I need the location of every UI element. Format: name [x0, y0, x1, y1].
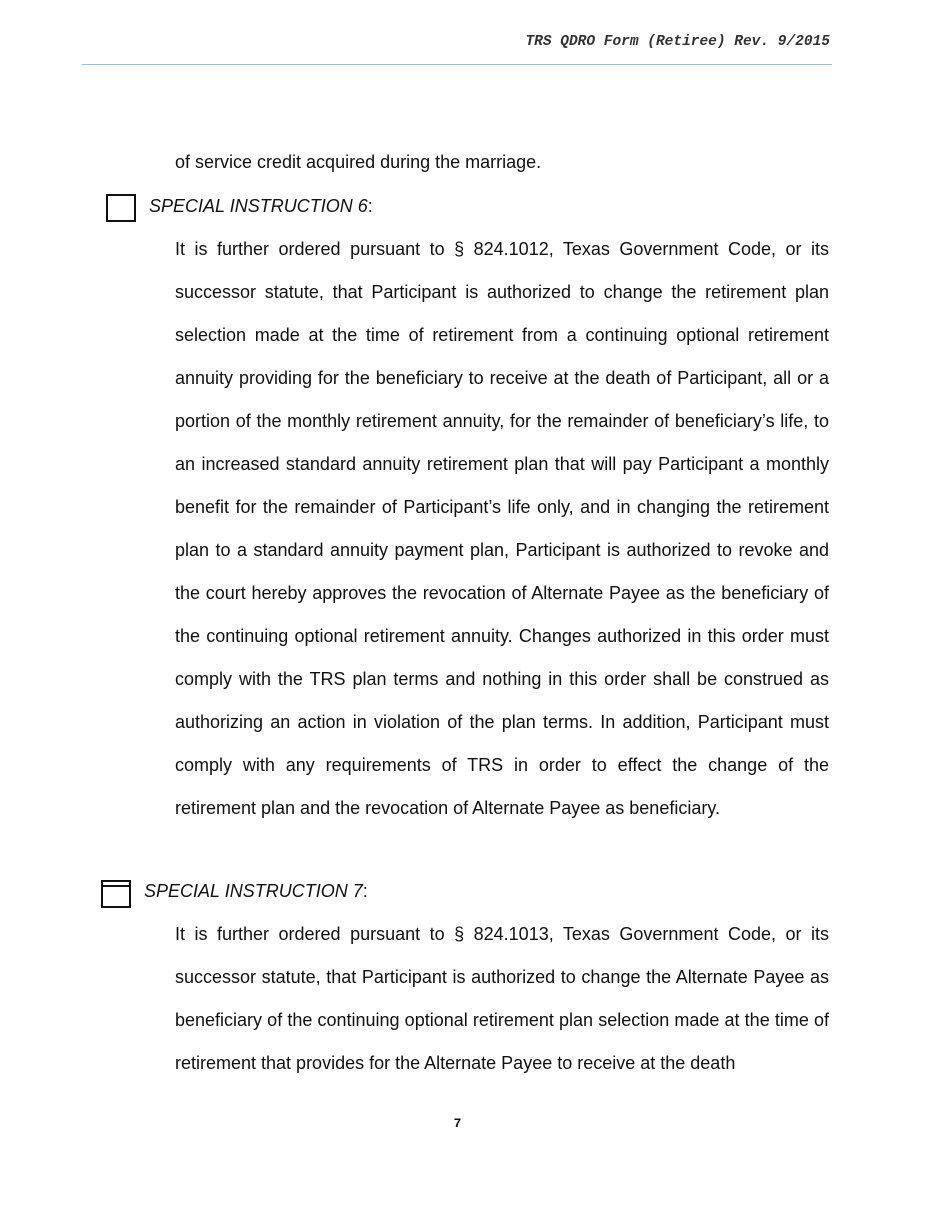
heading-colon: : [362, 881, 368, 901]
page-number: 7 [453, 1116, 462, 1131]
special-instruction-7-heading [144, 879, 368, 903]
header-divider [82, 64, 832, 65]
heading-colon: : [367, 196, 373, 216]
header-title: TRS QDRO Form (Retiree) Rev. 9/2015 [525, 34, 830, 50]
special-instruction-6-label: SPECIAL INSTRUCTION 6 [149, 196, 368, 216]
special-instruction-6-heading [149, 194, 373, 218]
special-instruction-7-checkbox[interactable] [101, 880, 131, 908]
special-instruction-7-body: It is further ordered pursuant to § 824.1013, Texas Government Code, or its successor statute, that Participant is authorized to change the Alternate Payee as beneficiary of the continuing optional retirement plan selection made at the time of retirement that provides for the Alternate Payee to receive at the death [175, 924, 829, 1073]
intro-line: of service credit acquired during the marriage. [175, 152, 542, 172]
special-instruction-7-label: SPECIAL INSTRUCTION 7 [144, 881, 363, 901]
special-instruction-6-body: It is further ordered pursuant to § 824.1012, Texas Government Code, or its successor statute, that Participant is authorized to change the retirement plan selection made at the time of retirement from a continuing optional retirement annuity providing for the beneficiary to receive at the death of Participant, all or a portion of the monthly retirement annuity, for the remainder of beneficiary’s life, to an increased standard annuity retirement plan that will pay Participant a monthly benefit for the remainder of Participant’s life only, and in changing the retirement plan to a standard annuity payment plan, Participant is authorized to revoke and the court hereby approves the revocation of Alternate Payee as the beneficiary of the continuing optional retirement annuity. Changes authorized in this order must comply with the TRS plan terms and nothing in this order shall be construed as authorizing an action in violation of the plan terms. In addition, Participant must comply with any requirements of TRS in order to effect the change of the retirement plan and the revocation of Alternate Payee as beneficiary. [175, 239, 829, 818]
special-instruction-6-checkbox[interactable] [106, 194, 136, 222]
